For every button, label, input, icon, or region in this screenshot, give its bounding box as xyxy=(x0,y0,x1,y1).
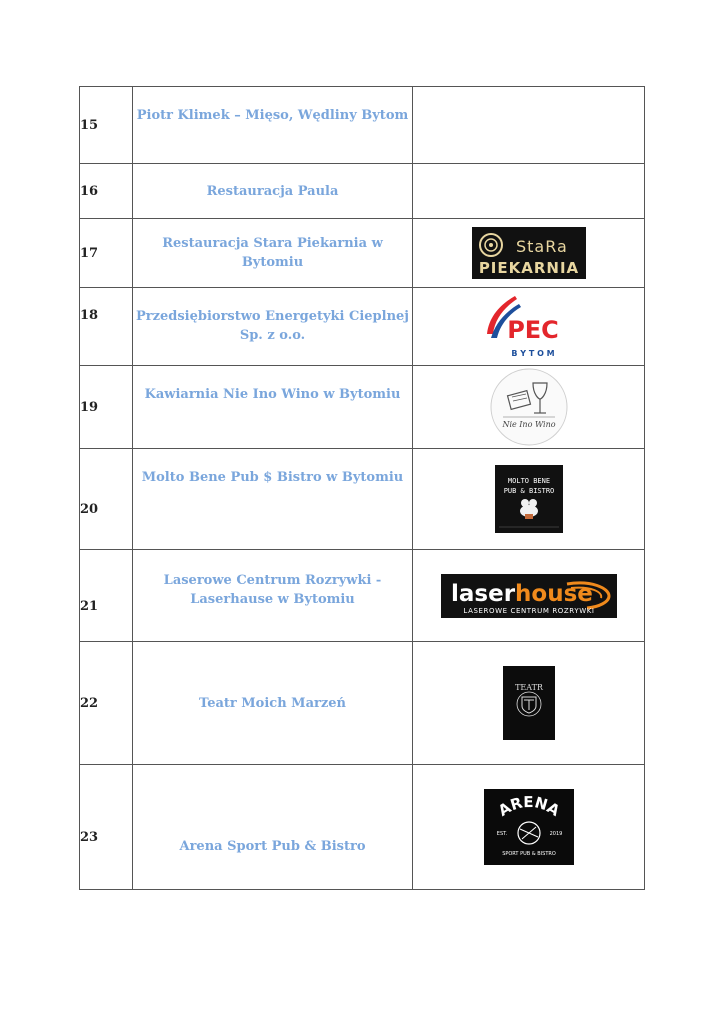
logo-cell-empty xyxy=(413,164,645,219)
partner-name: Laserowe Centrum Rozrywki - Laserhause w Bytomiu xyxy=(133,550,413,642)
arena-logo xyxy=(484,789,574,865)
partner-name: Kawiarnia Nie Ino Wino w Bytomiu xyxy=(133,366,413,449)
partners-table xyxy=(79,86,645,890)
partner-name: Przedsiębiorstwo Energetyki Cieplnej Sp. z o.o. xyxy=(133,288,413,366)
nie-ino-wino-logo xyxy=(489,367,569,447)
laserhouse-tagline: LASEROWE CENTRUM ROZRYWKI xyxy=(462,606,595,615)
logo-text-line1: StaRa xyxy=(515,237,568,256)
logo-cell xyxy=(413,449,645,550)
logo-cell xyxy=(413,219,645,288)
table-row xyxy=(80,87,645,164)
row-number: 18 xyxy=(80,288,133,366)
arena-est: EST. xyxy=(496,831,507,837)
arena-tagline: SPORT PUB & BISTRO xyxy=(501,851,556,857)
pec-mark: PEC xyxy=(506,315,559,344)
partner-name: Restauracja Stara Piekarnia w Bytomiu xyxy=(133,219,413,288)
row-number: 23 xyxy=(80,765,133,890)
partner-name: Teatr Moich Marzeń xyxy=(133,642,413,765)
row-number: 22 xyxy=(80,642,133,765)
logo-cell xyxy=(413,765,645,890)
pec-city: B Y T O M xyxy=(510,348,555,358)
logo-cell xyxy=(413,550,645,642)
row-number: 19 xyxy=(80,366,133,449)
logo-cell xyxy=(413,288,645,366)
table-row xyxy=(80,219,645,288)
arena-year: 2019 xyxy=(549,831,562,837)
logo-text-line2: PIEKARNIA xyxy=(478,259,579,277)
logo-text-line2: PUB & BISTRO xyxy=(503,487,554,495)
partner-name: Restauracja Paula xyxy=(133,164,413,219)
logo-cell xyxy=(413,366,645,449)
laserhouse-logo xyxy=(441,574,617,618)
laserhouse-wordmark: laserhouse xyxy=(450,580,593,607)
stara-piekarnia-logo xyxy=(472,227,586,279)
table-row xyxy=(80,288,645,366)
row-number: 21 xyxy=(80,550,133,642)
pec-bytom-logo xyxy=(481,294,577,360)
logo-cell xyxy=(413,642,645,765)
table-row xyxy=(80,164,645,219)
row-number: 17 xyxy=(80,219,133,288)
logo-text: Nie Ino Wino xyxy=(501,420,556,429)
logo-text-line1: MOLTO BENE xyxy=(507,477,550,485)
teatr-logo xyxy=(503,666,555,740)
table-row xyxy=(80,550,645,642)
row-number: 20 xyxy=(80,449,133,550)
row-number: 16 xyxy=(80,164,133,219)
table-row xyxy=(80,449,645,550)
partner-name: Molto Bene Pub $ Bistro w Bytomiu xyxy=(133,449,413,550)
table-row xyxy=(80,366,645,449)
partner-name: Piotr Klimek – Mięso, Wędliny Bytom xyxy=(133,87,413,164)
partner-name: Arena Sport Pub & Bistro xyxy=(133,765,413,890)
table-row xyxy=(80,765,645,890)
arena-title: ARENA xyxy=(494,792,563,820)
molto-bene-logo xyxy=(495,465,563,533)
logo-cell-empty xyxy=(413,87,645,164)
logo-text: TEATR xyxy=(514,683,543,692)
table-row xyxy=(80,642,645,765)
row-number: 15 xyxy=(80,87,133,164)
